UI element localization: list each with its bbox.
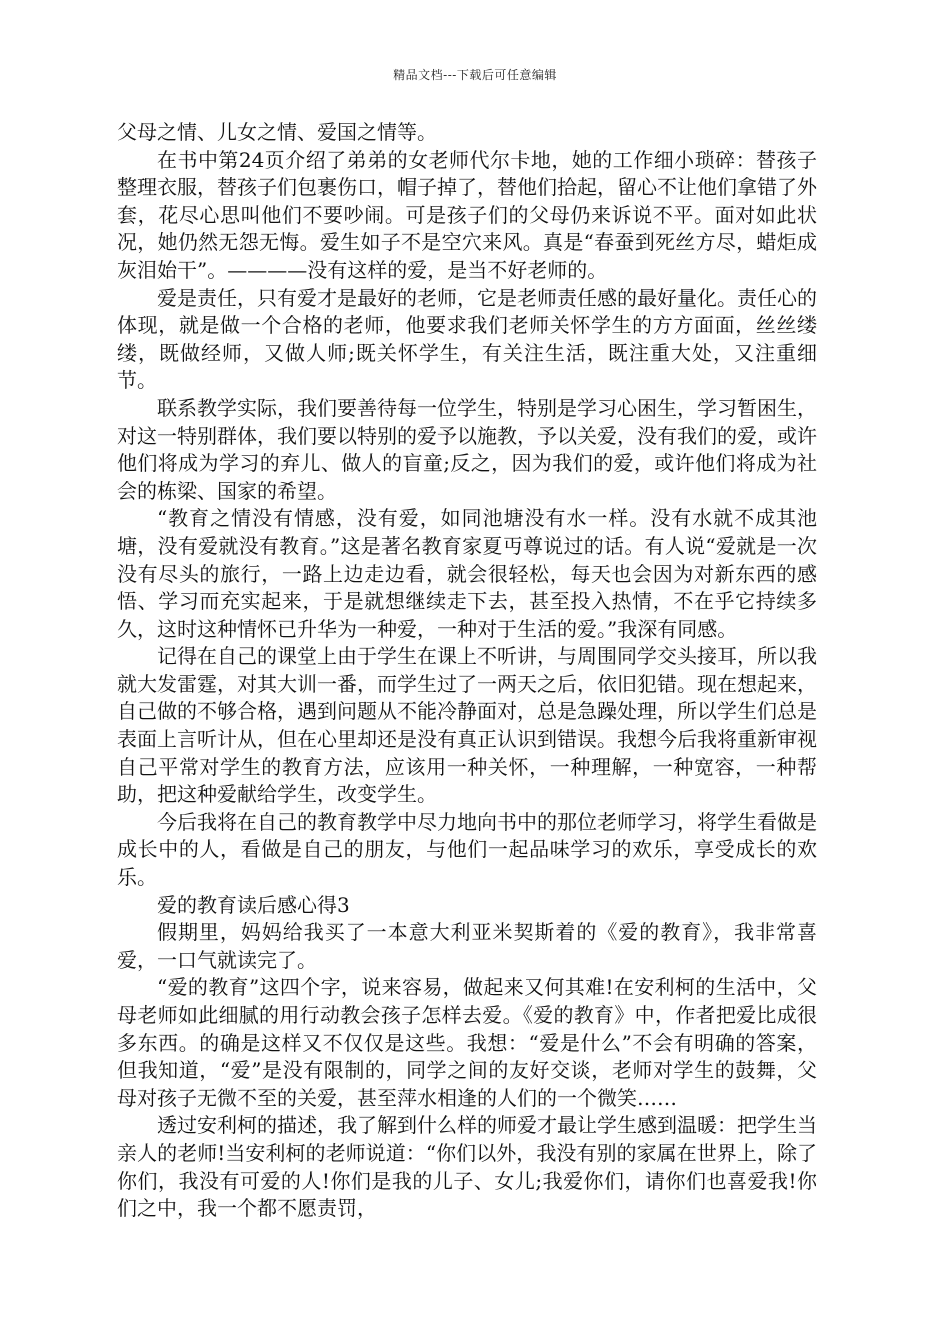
section-heading: 爱的教育读后感心得3 [157,892,350,917]
page-header: 精品文档---下载后可任意编辑 [393,68,557,82]
paragraph: 今后我将在自己的教育教学中尽力地向书中的那位老师学习，将学生看做是成长中的人，看做是自己的朋友，与他们一起品味学习的欢乐，享受成长的欢乐。 [117,809,817,890]
document-body [117,119,817,1223]
paragraph: 记得在自己的课堂上由于学生在课上不听讲，与周围同学交头接耳，所以我就大发雷霆，对其大训一番，而学生过了一两天之后，依旧犯错。现在想起来，自己做的不够合格，遇到问题从不能冷静面对，总是急躁处理，所以学生们总是表面上言听计从，但在心里却还是没有真正认识到错误。我想今后我将重新审视自己平常对学生的教育方法，应该用一种关怀，一种理解，一种宽容，一种帮助，把这种爱献给学生，改变学生。 [117,644,817,807]
paragraph: 爱是责任，只有爱才是最好的老师，它是老师责任感的最好量化。责任心的体现，就是做一个合格的老师，他要求我们老师关怀学生的方方面面，丝丝缕缕，既做经师，又做人师;既关怀学生，有关注生活，既注重大处，又注重细节。 [117,285,817,393]
paragraph: 联系教学实际，我们要善待每一位学生，特别是学习心困生，学习暂困生，对这一特别群体，我们要以特别的爱予以施教，予以关爱，没有我们的爱，或许他们将成为学习的弃儿、做人的盲童;反之，因为我们的爱，或许他们将成为社会的栋梁、国家的希望。 [117,395,817,503]
paragraph: 父母之情、儿女之情、爱国之情等。 [117,120,437,144]
paragraph: 假期里，妈妈给我买了一本意大利亚米契斯着的《爱的教育》，我非常喜爱，一口气就读完了。 [117,920,817,972]
paragraph: “爱的教育”这四个字，说来容易，做起来又何其难!在安利柯的生活中，父母老师如此细腻的用行动教会孩子怎样去爱。《爱的教育》中，作者把爱比成很多东西。的确是这样又不仅仅是这些。我想：“爱是什么”不会有明确的答案，但我知道，“爱”是没有限制的，同学之间的友好交谈，老师对学生的鼓舞，父母对孩子无微不至的关爱，甚至萍水相逢的人们的一个微笑…… [117,975,817,1110]
paragraph: 透过安利柯的描述，我了解到什么样的师爱才最让学生感到温暖：把学生当亲人的老师!当安利柯的老师说道：“你们以外，我没有别的家属在世界上，除了你们，我没有可爱的人!你们是我的儿子、女儿;我爱你们，请你们也喜爱我!你们之中，我一个都不愿责罚， [117,1113,817,1221]
paragraph: 在书中第24页介绍了弟弟的女老师代尔卡地，她的工作细小琐碎：替孩子整理衣服，替孩子们包裹伤口，帽子掉了，替他们拾起，留心不让他们拿错了外套，花尽心思叫他们不要吵闹。可是孩子们的父母仍来诉说不平。面对如此状况，她仍然无怨无悔。爱生如子不是空穴来风。真是“春蚕到死丝方尽，蜡炬成灰泪始干”。————没有这样的爱，是当不好老师的。 [117,147,817,282]
paragraph: “教育之情没有情感，没有爱，如同池塘没有水一样。没有水就不成其池塘，没有爱就没有教育。”这是著名教育家夏丏尊说过的话。有人说“爱就是一次没有尽头的旅行，一路上边走边看，就会很轻松，每天也会因为对新东西的感悟、学习而充实起来，于是就想继续走下去，甚至投入热情，不在乎它持续多久，这时这种情怀已升华为一种爱，一种对于生活的爱。”我深有同感。 [117,506,817,641]
